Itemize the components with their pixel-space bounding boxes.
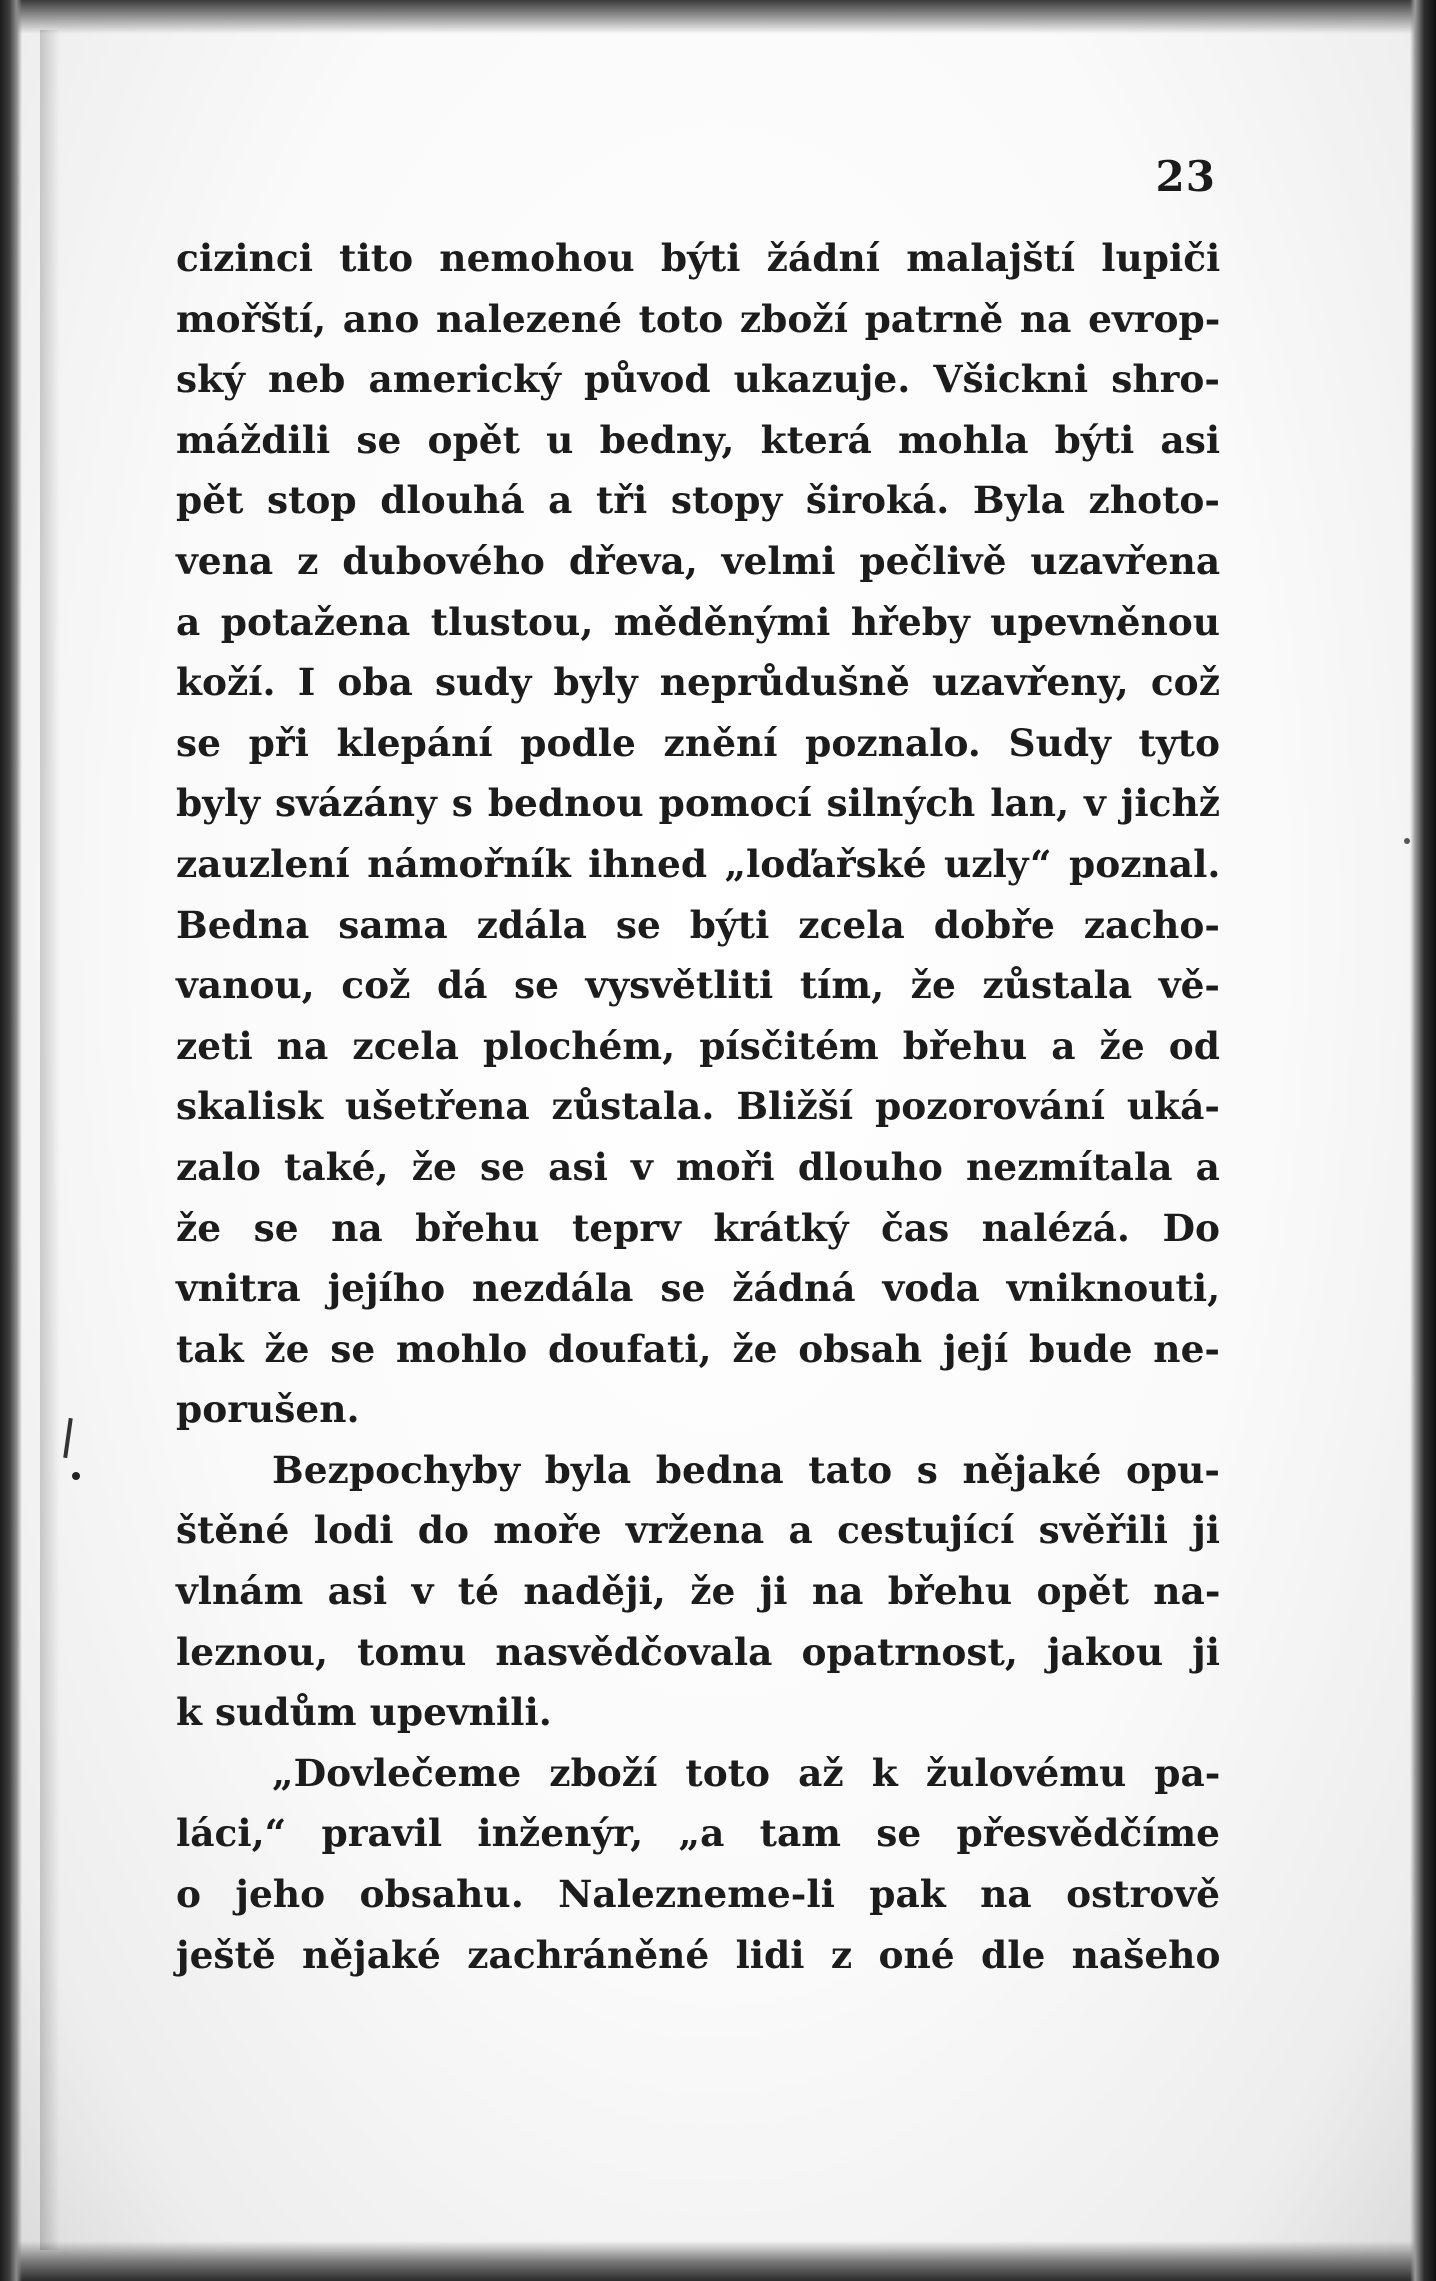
scan-edge-right: [1410, 0, 1436, 2281]
text-line: štěné lodi do moře vržena a cestující svěřili ji: [176, 1508, 1221, 1553]
text-line: vnitra jejího nezdála se žádná voda vniknouti,: [176, 1266, 1221, 1311]
text-line: k sudům upevnili.: [176, 1690, 552, 1735]
scan-edge-left: [0, 0, 22, 2281]
text-line: zalo také, že se asi v moři dlouho nezmítala a: [176, 1144, 1220, 1189]
text-line: leznou, tomu nasvědčovala opatrnost, jakou ji: [176, 1629, 1220, 1674]
text-line: cizinci tito nemohou býti žádní malajští lupiči: [176, 236, 1221, 280]
text-line: vlnám asi v té naději, že ji na břehu opět na-: [176, 1569, 1221, 1614]
text-line: Bezpochyby byla bedna tato s nějaké opu-: [272, 1447, 1220, 1492]
text-line: Bedna sama zdála se býti zcela dobře zacho-: [176, 902, 1220, 947]
margin-speck: [1404, 838, 1410, 844]
margin-mark: [63, 1418, 73, 1458]
page-number: 23: [1155, 152, 1216, 201]
text-line: vena z dubového dřeva, velmi pečlivě uzavřena: [176, 538, 1221, 583]
text-line: koží. I oba sudy byly neprůdušně uzavřeny, což: [176, 660, 1220, 705]
text-line: „Dovlečeme zboží toto až k žulovému pa-: [272, 1750, 1221, 1795]
text-line: láci,“ pravil inženýr, „a tam se přesvědčíme: [176, 1811, 1220, 1856]
text-line: o jeho obsahu. Nalezneme-li pak na ostrově: [176, 1872, 1220, 1917]
scan-edge-bottom: [0, 2241, 1436, 2281]
text-line: byly svázány s bednou pomocí silných lan, v jichž: [176, 781, 1220, 826]
margin-dot: [72, 1472, 80, 1480]
text-line: a potažena tlustou, měděnými hřeby upevněnou: [176, 599, 1221, 644]
binding-shadow: [40, 30, 60, 2250]
text-line: skalisk ušetřena zůstala. Bližší pozorování uká-: [176, 1084, 1220, 1129]
text-line: pět stop dlouhá a tři stopy široká. Byla zhoto-: [176, 478, 1220, 523]
text-line: tak že se mohlo doufati, že obsah její bude ne-: [176, 1326, 1220, 1371]
paragraph: [176, 1440, 1220, 1743]
text-line: zauzlení námořník ihned „loďařské uzly“ poznal.: [176, 841, 1221, 886]
paragraph: [176, 228, 1220, 1440]
text-line: se při klepání podle znění poznalo. Sudy tyto: [176, 720, 1220, 765]
text-line: vanou, což dá se vysvětliti tím, že zůstala vě-: [176, 963, 1220, 1008]
scan-edge-top: [0, 0, 1436, 34]
text-line: zeti na zcela plochém, písčitém břehu a že od: [176, 1023, 1220, 1068]
text-line: že se na břehu teprv krátký čas nalézá. Do: [176, 1205, 1220, 1250]
text-line: mořští, ano nalezené toto zboží patrně na evrop-: [176, 296, 1221, 341]
body-text: [176, 228, 1220, 1985]
text-line: porušen.: [176, 1387, 360, 1432]
text-line: máždili se opět u bedny, která mohla býti asi: [176, 417, 1221, 462]
paragraph: [176, 1743, 1220, 1985]
text-line: ještě nějaké zachráněné lidi z oné dle našeho: [176, 1932, 1221, 1977]
text-line: ský neb americký původ ukazuje. Všickni shro-: [176, 357, 1220, 402]
